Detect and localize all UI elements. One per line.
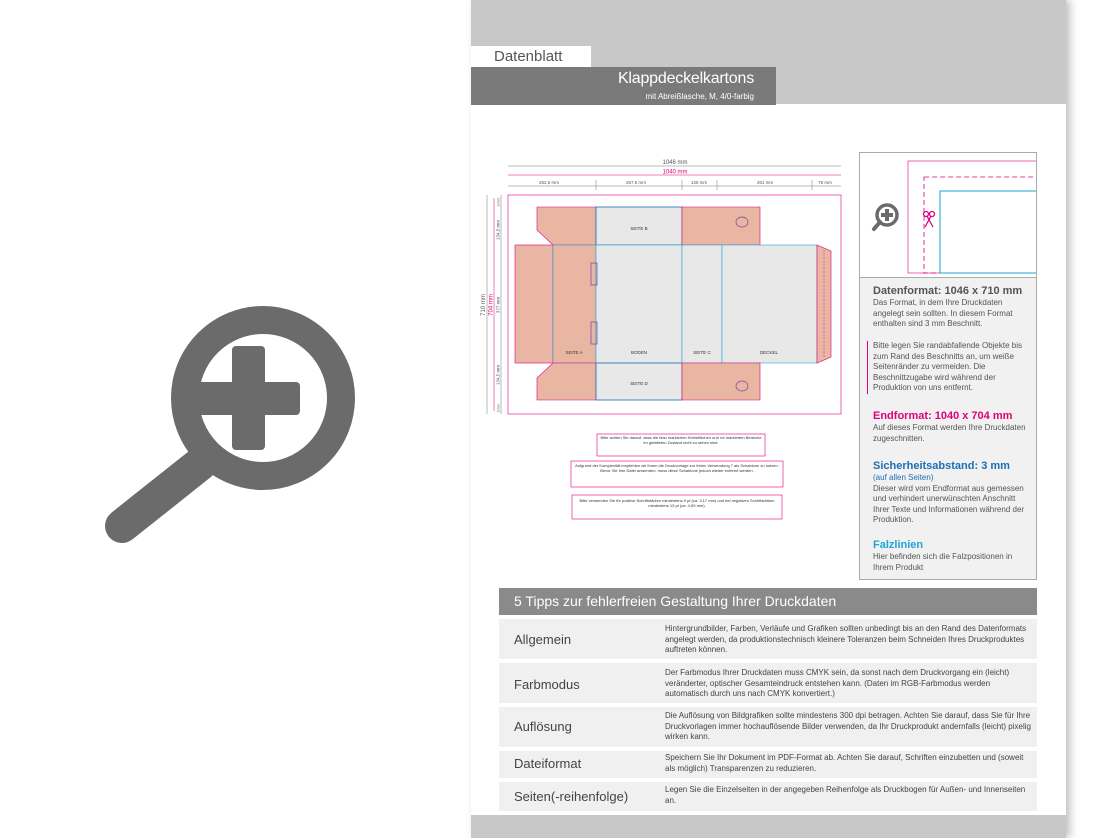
panel-deckel (722, 245, 817, 363)
zoom-small-icon[interactable] (874, 205, 897, 229)
scissors-icon (924, 212, 935, 228)
endformat-section (873, 410, 1033, 444)
tip-text: Speichern Sie Ihr Dokument im PDF-Format ab. Achten Sie darauf, Schriften einzubetten und (soweit als möglich) Transparenzen zu reduzieren. (665, 753, 1024, 773)
dim-total-height: 710 mm (481, 294, 487, 316)
dim-seg2: 267,5 mm (625, 180, 647, 185)
tip-label: Auflösung (514, 719, 572, 734)
tip-text: Der Farbmodus Ihrer Druckdaten muss CMYK sein, da sonst nach dem Druckvorgang ein (leicht) veränderter, optischer Gesamteindruck entstehen kann. (Daten im RGB-Farbmodus werden automatisch durch uns nach CMYK konvertiert.) (665, 668, 1010, 698)
falz-text: Hier befinden sich die Falzpositionen in Ihrem Produkt (873, 552, 1013, 572)
datasheet-page (471, 0, 1066, 838)
label-deckel: DECKEL (759, 350, 779, 355)
zoom-in-icon[interactable] (100, 288, 360, 548)
dim-v3: 134,5 mm (495, 364, 501, 386)
product-subtitle: mit Abreißlasche, M, 4/0-farbig (645, 92, 754, 101)
dim-seg1: 252,5 mm (538, 180, 560, 185)
tip-label: Allgemein (514, 632, 572, 647)
tip-text: Legen Sie die Einzelseiten in der angegeben Reihenfolge als Druckbogen für Außen- und Innenseiten an. (665, 785, 1026, 805)
sicherheit-title: Sicherheitsabstand: 3 mm (873, 460, 1010, 472)
tip-text: Hintergrundbilder, Farben, Verläufe und Grafiken sollten unbedingt bis an den Rand des Datenformats angelegt werden, da produktionstechnisch kleinere Toleranzen beim Schneiden Ihres Druckproduktes auftreten können. (665, 624, 1027, 654)
tip-row-seiten (499, 782, 1037, 811)
box-template-drawing (479, 150, 854, 530)
beschnitt-section (873, 341, 1033, 394)
tips-header: 5 Tipps zur fehlerfreien Gestaltung Ihrer Druckdaten (499, 588, 1037, 615)
info-panel (859, 152, 1037, 580)
dim-seg4: 261 mm (756, 180, 774, 185)
dim-v2: 377 mm (495, 296, 501, 314)
label-seite-b: SEITE B (630, 226, 648, 231)
dim-total-width: 1046 mm (662, 160, 688, 166)
label-seite-c: SEITE C (693, 350, 711, 355)
datenblatt-tab: Datenblatt (471, 46, 591, 68)
beschnitt-text: Bitte legen Sie randabfallende Objekte bis zum Rand des Beschnitts an, um weiße Seitenränder zu vermeiden. Die Beschnittzugabe wird während der Produktion von uns entfernt. (867, 341, 1033, 394)
tip-label: Seiten(-reihenfolge) (514, 789, 629, 804)
sheet-footer (471, 815, 1066, 838)
dim-v1: 134,5 mm (495, 219, 501, 241)
sicherheit-section (873, 460, 1033, 526)
dim-final-width: 1040 mm (662, 169, 688, 176)
dim-seg5: 79 mm (818, 180, 832, 185)
datenformat-title: Datenformat: 1046 x 710 mm (873, 285, 1023, 297)
endformat-title: Endformat: 1040 x 704 mm (873, 410, 1013, 422)
label-boden: BODEN (630, 350, 648, 355)
note-2: Aufgrund der Komplexität empfehlen wir Ihnen die Druckvorlage zur freien Verwendung 7 als Schablone zu nutzen. Bevor Sie ihre Datei anwenden, muss diese Schablone jedoch wieder entfernt werden. (575, 463, 779, 473)
datenformat-section (873, 285, 1033, 330)
panel-boden (596, 245, 682, 363)
tip-row-allgemein (499, 619, 1037, 659)
dim-v-small: 3 mm (496, 197, 501, 207)
flap-bottom-left (537, 363, 596, 400)
product-title: Klappdeckelkartons (617, 70, 754, 87)
flap-left-glue (515, 245, 553, 363)
tip-row-dateiformat (499, 751, 1037, 778)
note-1: Bitte achten Sie darauf, dass die blau markierten Klebeflächen und rot markierten Bereiche im gefalteten Zustand nicht zu sehen sind. (600, 435, 762, 445)
tip-label: Farbmodus (514, 677, 580, 692)
dim-v-small2: 3 mm (496, 403, 501, 413)
title-bar (471, 67, 776, 105)
sicherheit-text: Dieser wird vom Endformat aus gemessen und verhindert unerwünschten Anschnitt Ihrer Texte und Informationen während der Produktion. (873, 483, 1025, 524)
falz-section (873, 539, 1033, 573)
panel-seite-c (682, 245, 722, 363)
note-3: Bitte verwenden Sie für positive Schriftstärken mindestens 9 pt (ca. 3,17 mm) und bei negativen Schriftstärken mindestens 13 pt (ca. 4,59 mm). (579, 498, 775, 508)
corner-detail (860, 153, 1036, 278)
dim-final-height: 704 mm (488, 294, 495, 316)
sicherheit-sub: (auf allen Seiten) (873, 473, 934, 482)
flap-bottom-right (682, 363, 760, 400)
endformat-text: Auf dieses Format werden Ihre Druckdaten zugeschnitten. (873, 423, 1026, 443)
datenformat-text: Das Format, in dem Ihre Druckdaten angelegt sein sollten. In diesem Format enthalten sind 3 mm Beschnitt. (873, 298, 1013, 328)
label-seite-a: SEITE A (565, 350, 583, 355)
flap-top-right (682, 207, 760, 245)
falz-title: Falzlinien (873, 539, 924, 551)
flap-top-left (537, 207, 596, 245)
tip-row-aufloesung (499, 707, 1037, 747)
label-seite-d: SEITE D (630, 381, 648, 386)
tip-label: Dateiformat (514, 756, 582, 771)
tip-row-farbmodus (499, 663, 1037, 703)
panel-seite-a (553, 245, 596, 363)
tip-text: Die Auflösung von Bildgrafiken sollte mindestens 300 dpi betragen. Achten Sie darauf, dass Sie für Ihre Druckvorlagen immer hochauflösende Bilder verwenden, da Ihr Druckprodukt andernfalls (leicht) pixelig wirken kann. (665, 711, 1031, 741)
dim-seg3: 130 mm (690, 180, 708, 185)
